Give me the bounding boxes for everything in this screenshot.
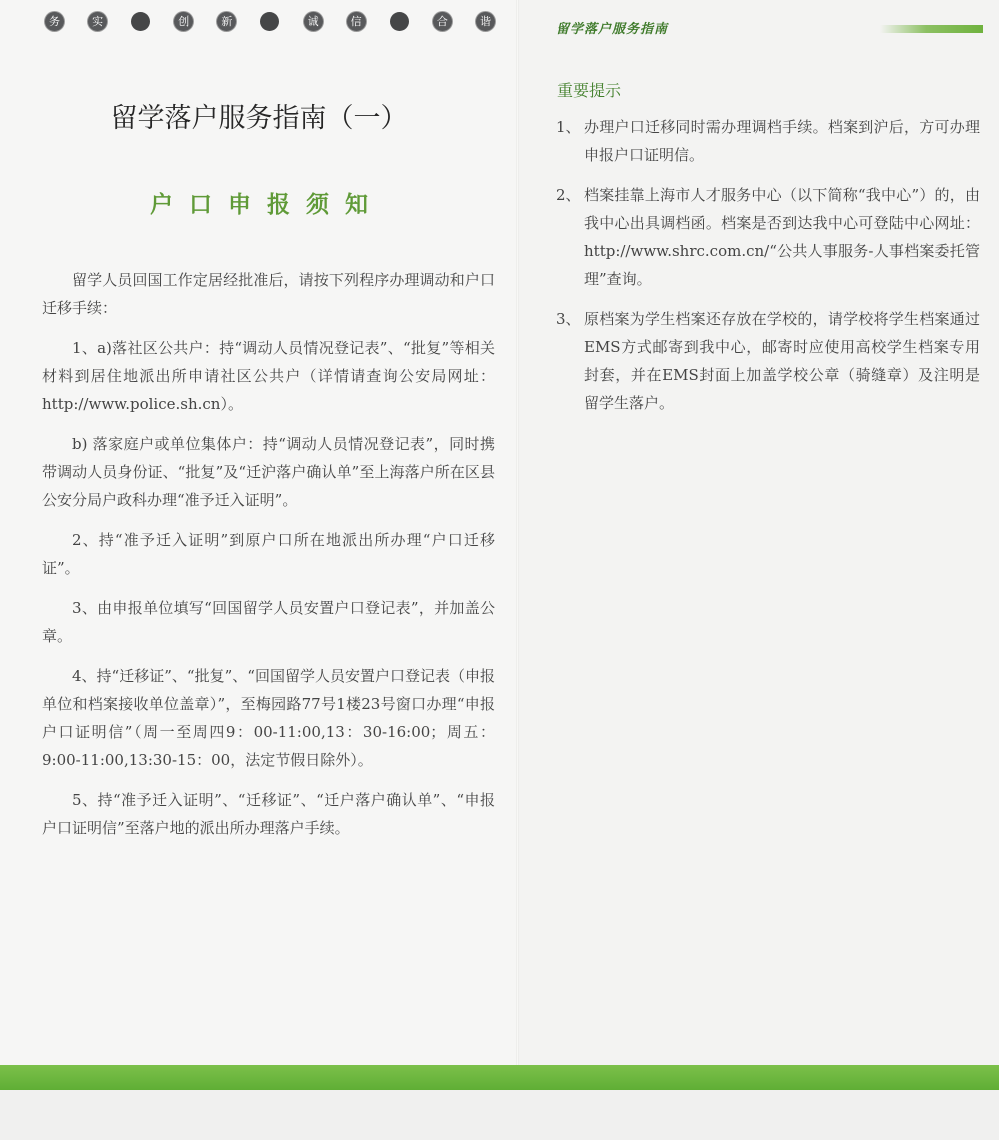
- notice-text: 办理户口迁移同时需办理调档手续。档案到沪后，方可办理申报户口证明信。: [584, 118, 980, 164]
- notice-number: 1、: [556, 118, 581, 136]
- slogan-char: 谐: [476, 12, 495, 31]
- header-accent-bar: [880, 25, 983, 33]
- slogan-char: 创: [174, 12, 193, 31]
- slogan-char: 新: [217, 12, 236, 31]
- step-paragraph: 3、由申报单位填写“回国留学人员安置户口登记表”，并加盖公章。: [42, 599, 495, 645]
- notice-heading: 重要提示: [557, 81, 622, 100]
- step-paragraph: 1、a)落社区公共户：持“调动人员情况登记表”、“批复”等相关材料到居住地派出所申请社区公共户（详情请查询公安局网址：http://www.police.sh.cn）。: [42, 339, 495, 413]
- notice-list: [556, 113, 980, 429]
- page-fold: [516, 0, 519, 1065]
- notice-item: [556, 113, 980, 169]
- step-paragraph: 5、持“准予迁入证明”、“迁移证”、“迁户落户确认单”、“申报户口证明信”至落户地的派出所办理落户手续。: [42, 791, 495, 837]
- procedure-body: [42, 266, 495, 854]
- bottom-green-band: [0, 1065, 999, 1090]
- bullet-dot-icon: [260, 12, 279, 31]
- notice-text: 原档案为学生档案还存放在学校的，请学校将学生档案通过EMS方式邮寄到我中心，邮寄时应使用高校学生档案专用封套，并在EMS封面上加盖学校公章（骑缝章）及注明是留学生落户。: [584, 310, 980, 412]
- step-paragraph: 4、持“迁移证”、“批复”、“回国留学人员安置户口登记表（申报单位和档案接收单位盖章）”，至梅园路77号1楼23号窗口办理“申报户口证明信”（周一至周四9：00-11:00,13：30-16:00；周五：9:00-11:00,13:30-15：00，法定节假日除外）。: [42, 667, 495, 769]
- notice-number: 2、: [556, 186, 581, 204]
- slogan-char: 信: [347, 12, 366, 31]
- slogan-char: 诚: [304, 12, 323, 31]
- bullet-dot-icon: [390, 12, 409, 31]
- bottom-margin: [0, 1090, 999, 1140]
- step-paragraph: b) 落家庭户或单位集体户：持“调动人员情况登记表”，同时携带调动人员身份证、“批复”及“迁沪落户确认单”至上海落户所在区县公安分局户政科办理“准予迁入证明”。: [42, 435, 495, 509]
- page-title: 留学落户服务指南（一）: [110, 103, 408, 134]
- intro-paragraph: 留学人员回国工作定居经批准后，请按下列程序办理调动和户口迁移手续：: [42, 271, 495, 317]
- step-paragraph: 2、持“准予迁入证明”到原户口所在地派出所办理“户口迁移证”。: [42, 531, 495, 577]
- slogan-char: 务: [45, 12, 64, 31]
- slogan-strip: [45, 8, 495, 34]
- notice-item: [556, 305, 980, 417]
- slogan-char: 合: [433, 12, 452, 31]
- notice-number: 3、: [556, 310, 581, 328]
- notice-item: [556, 181, 980, 293]
- section-subtitle: 户口申报须知: [150, 192, 384, 218]
- notice-text: 档案挂靠上海市人才服务中心（以下简称“我中心”）的，由我中心出具调档函。档案是否到达我中心可登陆中心网址：http://www.shrc.com.cn/“公共人事服务-人事档案委托管理”查询。: [584, 186, 980, 288]
- bullet-dot-icon: [131, 12, 150, 31]
- running-header: 留学落户服务指南: [556, 22, 669, 37]
- slogan-char: 实: [88, 12, 107, 31]
